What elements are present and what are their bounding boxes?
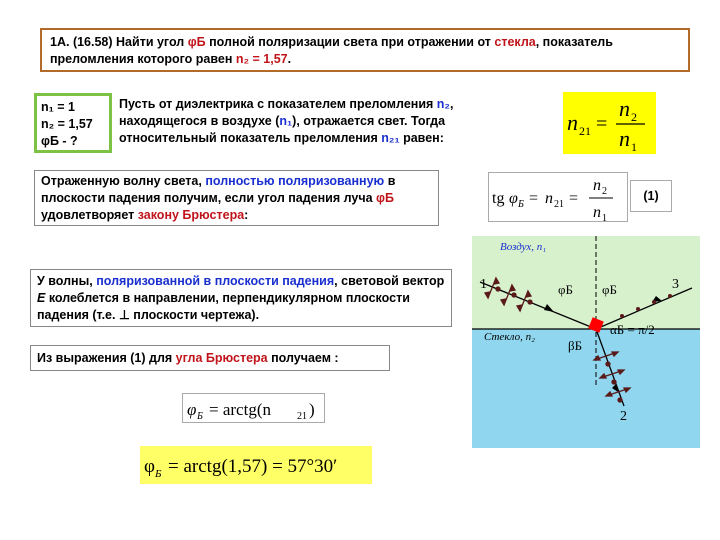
from-expression-text: [30, 345, 390, 371]
formula-text: φ: [509, 190, 518, 207]
formula-text: Б: [518, 199, 524, 210]
formula-text: n: [593, 204, 601, 221]
formula-text: 21: [579, 124, 591, 138]
formula-n21-svg: [563, 92, 656, 154]
task-text: Найти угол: [116, 35, 188, 49]
refl-part: :: [244, 208, 249, 222]
formula-text: = arctg(1,57) = 57°30′: [168, 456, 338, 477]
angle-phi-reflected: φБ: [602, 282, 617, 297]
reflected-wave-text: [34, 170, 439, 226]
intro-part: , находящегося в воздухе (: [119, 97, 454, 128]
task-text: полной поляризации света при отражении от: [205, 35, 495, 49]
formula-text: φ: [144, 456, 155, 477]
given-box: [34, 93, 112, 153]
intro-part: Пусть от диэлектрика с показателем преломления: [119, 97, 437, 111]
intro-n2: n₂: [436, 97, 450, 111]
refl-brewster: закону Брюстера: [137, 208, 245, 222]
formula-brewster-svg: [489, 173, 629, 223]
formula-text: 1: [631, 140, 637, 154]
ray3-label: 3: [672, 277, 679, 292]
formula-text: Б: [197, 411, 203, 422]
task-n2: n₂ = 1,57: [235, 52, 288, 66]
refl-part: Отраженную волну света,: [41, 174, 206, 188]
formula-text: ): [309, 400, 315, 419]
intro-text: [119, 96, 519, 147]
formula-text: = arctg(n: [209, 400, 271, 419]
formula-text: n: [567, 110, 578, 135]
formula-text: =: [529, 190, 539, 207]
formula-text: n: [619, 96, 630, 121]
ray2-label: 2: [620, 409, 627, 424]
brewster-diagram: [472, 236, 700, 448]
diagram-svg: [472, 236, 700, 448]
task-phi: φБ: [187, 35, 206, 49]
formula-text: 2: [631, 110, 637, 124]
formula-text: Б: [155, 468, 162, 480]
air-label: Воздух, n₁: [500, 241, 547, 253]
from-brewster: угла Брюстера: [175, 351, 268, 365]
task-number: 1А.: [50, 35, 70, 49]
formula-text: 21: [554, 199, 564, 210]
formula-text: 21: [297, 411, 307, 422]
ray1-label: 1: [480, 277, 487, 292]
angle-phi-incident: φБ: [558, 282, 573, 297]
formula-n21: [563, 92, 656, 154]
wave-part: колеблется в направлении, перпендикулярном плоскости падения (т.е. ⊥ плоскости чертежа).: [37, 291, 410, 322]
formula-text: n: [545, 190, 553, 207]
equation-number: (1): [630, 180, 672, 212]
formula-text: tg: [492, 190, 505, 207]
formula-arctg-svg: [183, 394, 326, 424]
refl-part: в плоскости падения получим, если угол падения луча: [41, 174, 396, 205]
formula-arctg: [182, 393, 325, 423]
task-ref: (16.58): [72, 35, 113, 49]
wave-polarization-text: [30, 269, 452, 327]
formula-text: 2: [602, 186, 607, 197]
formula-text: 1: [602, 213, 607, 223]
angle-alpha: αБ = π/2: [610, 322, 655, 337]
from-part: Из выражения (1) для: [37, 351, 176, 365]
formula-text: =: [569, 190, 579, 207]
formula-text: n: [619, 126, 630, 151]
glass-label: Стекло, n₂: [484, 331, 535, 343]
refl-phi: φБ: [376, 191, 394, 205]
glass-region: [472, 329, 700, 448]
intro-n21: n₂₁: [381, 131, 400, 145]
intro-n1: n₁: [279, 114, 293, 128]
intro-part: ), отражается свет. Тогда относительный показатель преломления: [119, 114, 446, 145]
wave-part: , световой вектор: [334, 274, 445, 288]
formula-text: n: [593, 177, 601, 194]
task-glass: стекла: [494, 35, 536, 49]
formula-brewster: [488, 172, 628, 222]
refl-highlight: полностью поляризованную: [205, 174, 385, 188]
formula-result: [140, 446, 372, 484]
refl-part: удовлетворяет: [41, 208, 138, 222]
wave-highlight: поляризованной в плоскости падения: [96, 274, 335, 288]
given-n1: n₁ = 1: [41, 100, 76, 114]
angle-beta: βБ: [568, 338, 583, 353]
formula-text: φ: [187, 400, 197, 419]
wave-e-vector: E: [37, 291, 46, 305]
wave-part: У волны,: [37, 274, 97, 288]
task-statement: [40, 28, 690, 72]
from-part: получаем :: [267, 351, 339, 365]
task-text: .: [287, 52, 292, 66]
formula-result-svg: [140, 446, 372, 484]
given-n2: n₂ = 1,57: [41, 117, 93, 131]
intro-part: равен:: [399, 131, 444, 145]
given-unknown: φБ - ?: [41, 134, 78, 148]
task-text: , показатель преломления которого равен: [50, 35, 613, 66]
formula-text: =: [596, 113, 608, 135]
